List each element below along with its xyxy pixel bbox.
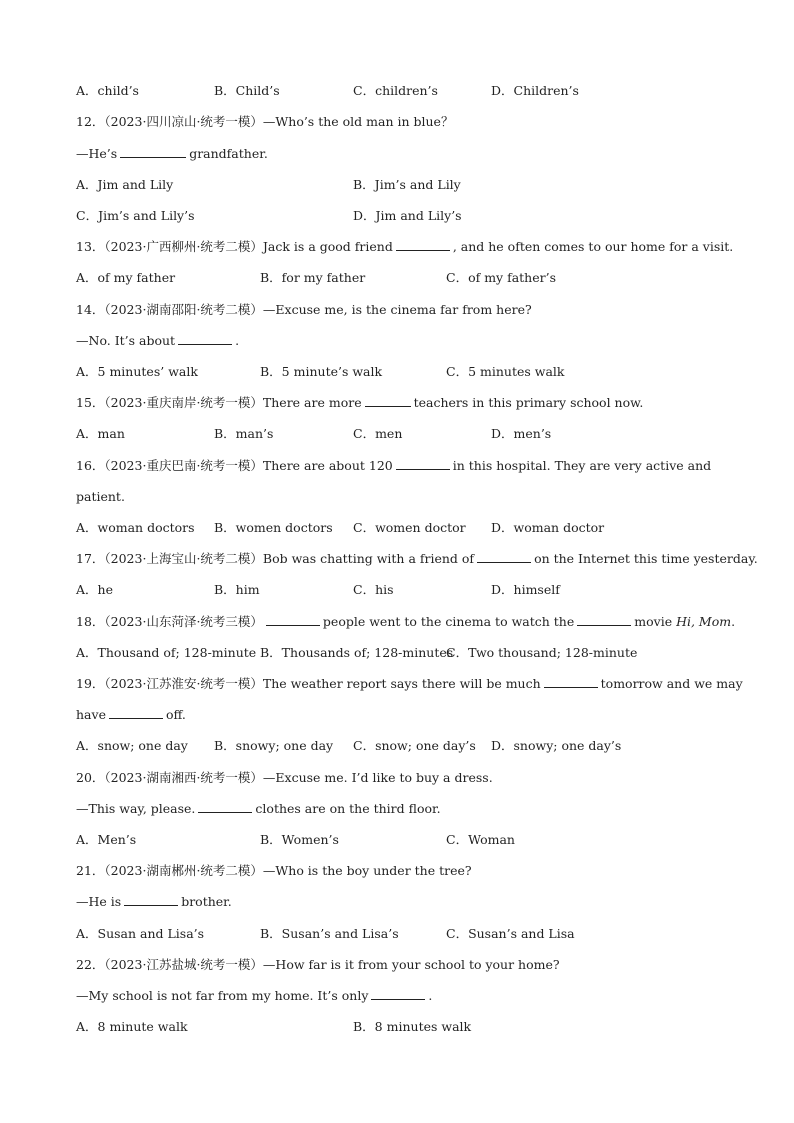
q20-options (76, 831, 734, 849)
q15-option-d: D．men’s (491, 426, 552, 441)
q19-option-c: C．snow; one day’s (353, 738, 476, 753)
q19-blank-2 (109, 707, 163, 719)
q19-blank-1 (544, 676, 598, 688)
q18-option-c: C．Two thousand; 128-minute (446, 645, 638, 660)
q12-answer-prefix: —He’s (76, 146, 118, 161)
q19-option-b: B．snowy; one day (214, 738, 334, 753)
q12-question: 12．（2023·四川凉山·统考一模）—Who’s the old man in blue？ (76, 114, 454, 129)
q22-option-b: B．8 minutes walk (353, 1019, 472, 1034)
q14-answer-suffix: . (235, 333, 240, 348)
q17-question (76, 550, 758, 568)
q19-options (76, 737, 734, 755)
q20-blank (198, 801, 252, 813)
q17-option-d: D．himself (491, 582, 560, 597)
q17-text-pre: 17．（2023·上海宝山·统考二模）Bob was chatting with a friend of (76, 551, 475, 566)
q22-option-a: A．8 minute walk (76, 1019, 188, 1034)
q14-option-b: B．5 minute’s walk (260, 364, 383, 379)
q13-options (76, 269, 734, 287)
q12-options-row1 (76, 176, 734, 194)
q18-option-a: A．Thousand of; 128-minute (76, 645, 257, 660)
q11-options (76, 82, 734, 100)
q16-blank (396, 458, 450, 470)
q21-answer-prefix: —He is (76, 894, 122, 909)
q18-movie-title: Hi, Mom (676, 614, 732, 629)
q19-cont-pre: have (76, 707, 106, 722)
q16-options (76, 519, 734, 537)
q21-option-a: A．Susan and Lisa’s (76, 926, 205, 941)
q18-option-b: B．Thousands of; 128-minutes (260, 645, 454, 660)
q17-options (76, 581, 734, 599)
q13-text-post: , and he often comes to our home for a visit. (452, 239, 734, 254)
q13-question (76, 238, 734, 256)
q22-answer-suffix: . (428, 988, 433, 1003)
q18-blank-2 (577, 614, 631, 626)
q19-option-d: D．snowy; one day’s (491, 738, 622, 753)
q16-option-d: D．woman doctor (491, 520, 605, 535)
q13-text-pre: 13．（2023·广西柳州·统考二模）Jack is a good friend (76, 239, 393, 254)
q11-option-b: B．Child’s (214, 83, 280, 98)
q14-option-a: A．5 minutes’ walk (76, 364, 198, 379)
q20-option-a: A．Men’s (76, 832, 137, 847)
q15-text-pre: 15．（2023·重庆南岸·统考一模）There are more (76, 395, 362, 410)
q18-text-end: . (731, 614, 736, 629)
q19-question-cont (76, 706, 734, 724)
q22-answer-line (76, 987, 734, 1005)
q19-cont-post: off. (165, 707, 186, 722)
q21-options (76, 925, 734, 943)
q20-answer-line (76, 800, 734, 818)
q14-answer-prefix: —No. It’s about (76, 333, 176, 348)
q19-question (76, 675, 743, 693)
q19-text-pre: 19．（2023·江苏淮安·统考一模）The weather report says there will be much (76, 676, 541, 691)
q17-blank (477, 551, 531, 563)
q22-options (76, 1018, 734, 1036)
q17-option-a: A．he (76, 582, 113, 597)
q18-question (76, 613, 734, 631)
q16-option-b: B．women doctors (214, 520, 333, 535)
q18-options (76, 644, 734, 662)
q15-option-b: B．man’s (214, 426, 274, 441)
q15-option-a: A．man (76, 426, 125, 441)
q21-answer-suffix: brother. (181, 894, 232, 909)
q12-options-row2 (76, 207, 734, 225)
q22-answer-prefix: —My school is not far from my home. It’s only (76, 988, 369, 1003)
q16-option-c: C．women doctor (353, 520, 466, 535)
q22-question: 22．（2023·江苏盐城·统考一模）—How far is it from your school to your home? (76, 957, 560, 972)
q12-option-a: A．Jim and Lily (76, 177, 174, 192)
q13-option-a: A．of my father (76, 270, 176, 285)
q15-option-c: C．men (353, 426, 403, 441)
q16-question-cont: patient. (76, 489, 125, 504)
q14-answer-line (76, 332, 734, 350)
q15-text-post: teachers in this primary school now. (413, 395, 644, 410)
q15-question (76, 394, 734, 412)
q18-text-mid: people went to the cinema to watch the (322, 614, 575, 629)
q21-answer-line (76, 893, 734, 911)
q21-question: 21．（2023·湖南郴州·统考二模）—Who is the boy under the tree? (76, 863, 472, 878)
q12-option-c: C．Jim’s and Lily’s (76, 208, 195, 223)
q11-option-d: D．Children’s (491, 83, 579, 98)
q12-option-b: B．Jim’s and Lily (353, 177, 461, 192)
q17-option-c: C．his (353, 582, 394, 597)
q20-answer-prefix: —This way, please. (76, 801, 196, 816)
q19-text-post: tomorrow and we may (600, 676, 743, 691)
q14-option-c: C．5 minutes walk (446, 364, 565, 379)
q13-blank (396, 239, 450, 251)
q15-blank (365, 395, 411, 407)
q16-text-pre: 16．（2023·重庆巴南·统考一模）There are about 120 (76, 458, 393, 473)
q13-option-b: B．for my father (260, 270, 366, 285)
q21-blank (124, 894, 178, 906)
q12-option-d: D．Jim and Lily’s (353, 208, 462, 223)
q17-option-b: B．him (214, 582, 260, 597)
q19-option-a: A．snow; one day (76, 738, 188, 753)
q11-option-c: C．children’s (353, 83, 438, 98)
q14-blank (178, 333, 232, 345)
q13-option-c: C．of my father’s (446, 270, 556, 285)
q18-text-post: movie (634, 614, 673, 629)
q14-question: 14．（2023·湖南邵阳·统考二模）—Excuse me, is the cinema far from here? (76, 302, 532, 317)
q18-blank-1 (266, 614, 320, 626)
q21-option-b: B．Susan’s and Lisa’s (260, 926, 399, 941)
q12-blank (120, 146, 186, 158)
q12-answer-suffix: grandfather. (189, 146, 268, 161)
q20-option-c: C．Woman (446, 832, 515, 847)
q16-question (76, 457, 734, 475)
q11-option-a: A．child’s (76, 83, 139, 98)
q21-option-c: C．Susan’s and Lisa (446, 926, 575, 941)
q17-text-post: on the Internet this time yesterday. (534, 551, 758, 566)
q16-text-post: in this hospital. They are very active and (452, 458, 712, 473)
q20-question: 20．（2023·湖南湘西·统考一模）—Excuse me. I’d like to buy a dress. (76, 770, 493, 785)
q22-blank (371, 988, 425, 1000)
q12-answer-line (76, 145, 734, 163)
q20-answer-suffix: clothes are on the third floor. (255, 801, 441, 816)
q18-text-pre: 18．（2023·山东菏泽·统考三模） (76, 614, 263, 629)
q20-option-b: B．Women’s (260, 832, 339, 847)
q14-options (76, 363, 734, 381)
q15-options (76, 425, 734, 443)
q16-option-a: A．woman doctors (76, 520, 195, 535)
